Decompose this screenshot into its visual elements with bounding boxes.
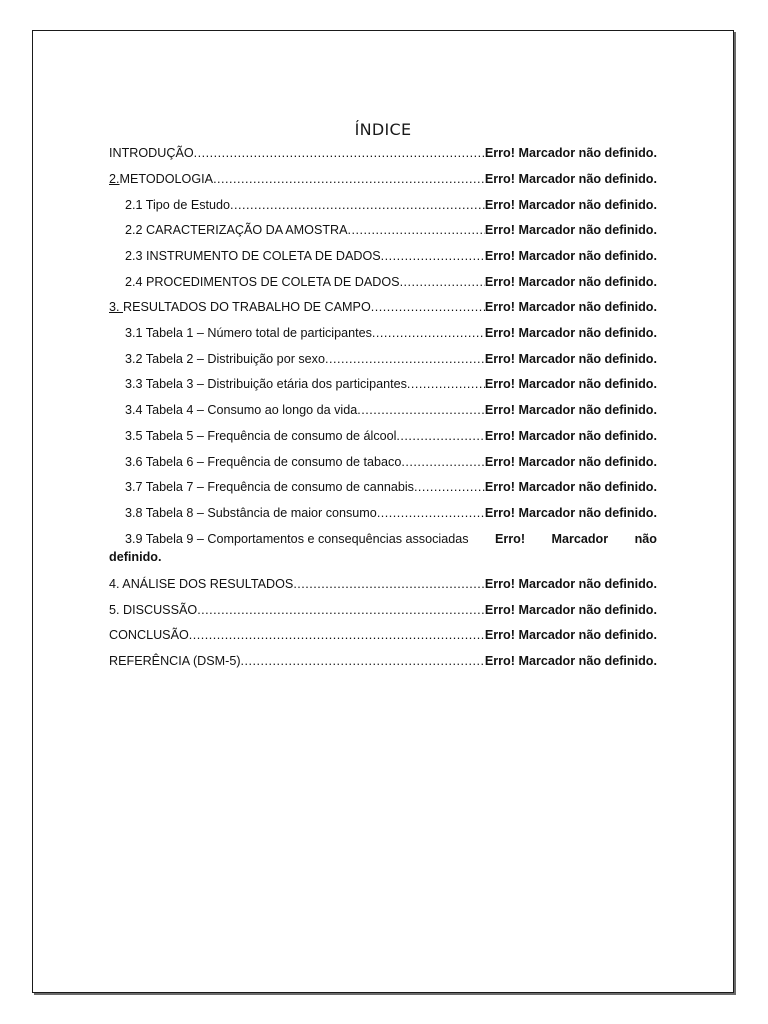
toc-dot-leader (400, 273, 485, 291)
toc-entry[interactable] (109, 652, 657, 670)
toc-dot-leader (377, 504, 485, 522)
toc-dot-leader (381, 247, 485, 265)
toc-entry[interactable] (109, 170, 657, 188)
toc-dot-leader (396, 427, 484, 445)
toc-dot-leader (357, 401, 485, 419)
toc-entry[interactable] (125, 350, 657, 368)
toc-dot-leader (194, 144, 485, 162)
toc-entry-text: REFERÊNCIA (DSM-5) (109, 654, 241, 668)
toc-dot-leader (197, 601, 485, 619)
toc-dot-leader (401, 453, 485, 471)
toc-entry-label (109, 298, 371, 316)
toc-entry-number: 2. (109, 172, 120, 186)
toc-dot-leader (189, 626, 485, 644)
toc-entry-text: 5. DISCUSSÃO (109, 603, 198, 617)
toc-entry-label (125, 324, 372, 342)
toc-error-word: não (634, 532, 657, 546)
toc-entry[interactable] (109, 298, 657, 316)
toc-entry-label (125, 427, 396, 445)
toc-error-text: Erro! Marcador não definido. (484, 429, 657, 443)
toc-entry-text: 4. ANÁLISE DOS RESULTADOS (109, 577, 294, 591)
toc-dot-leader (325, 350, 485, 368)
toc-entry-text: RESULTADOS DO TRABALHO DE CAMPO (123, 300, 371, 314)
toc-entry[interactable] (109, 144, 657, 162)
toc-error-text: Erro! Marcador não definido. (484, 275, 657, 289)
toc-entry-text: CONCLUSÃO (109, 628, 189, 642)
toc-entry[interactable] (125, 324, 657, 342)
toc-entry-label (109, 575, 293, 593)
toc-error-text: Erro! Marcador não definido. (484, 249, 657, 263)
toc-dot-leader (414, 478, 485, 496)
toc-error-text: Erro! Marcador não definido. (484, 506, 657, 520)
toc-error-text: Erro! Marcador não definido. (484, 455, 657, 469)
toc-error-text: Erro! Marcador não definido. (484, 326, 657, 340)
toc-entry-text: 3.7 Tabela 7 – Frequência de consumo de cannabis (125, 480, 414, 494)
toc-dot-leader (372, 324, 485, 342)
toc-entry-text: 2.1 Tipo de Estudo (125, 198, 231, 212)
toc-error-text: Erro! Marcador não definido. (484, 223, 657, 237)
toc-entry-label (109, 170, 213, 188)
toc-error-text: Erro! Marcador não definido. (484, 480, 657, 494)
toc-entry-label (125, 221, 348, 239)
toc-error-text: Erro! Marcador não definido. (484, 603, 657, 617)
toc-dot-leader (230, 196, 485, 214)
toc-entry-text: METODOLOGIA (119, 172, 214, 186)
toc-entry-text: 3.6 Tabela 6 – Frequência de consumo de tabaco (125, 455, 402, 469)
toc-error-text: Erro! Marcador não definido. (484, 172, 657, 186)
toc-entry[interactable] (125, 247, 657, 265)
toc-entry[interactable] (125, 478, 657, 496)
toc-dot-leader (213, 170, 485, 188)
toc-entry-label (125, 504, 377, 522)
toc-entry[interactable] (125, 401, 657, 419)
toc-dot-leader (241, 652, 485, 670)
toc-entry[interactable] (109, 626, 657, 644)
toc-entry-text: 3.3 Tabela 3 – Distribuição etária dos participantes (125, 377, 407, 391)
toc-entry-label (125, 247, 381, 265)
toc-entry-label (125, 350, 325, 368)
toc-entry-text: INTRODUÇÃO (109, 146, 194, 160)
toc-entry[interactable] (125, 196, 657, 214)
toc-error-text: Erro! Marcador não definido. (484, 654, 657, 668)
toc-error-word: Erro! (494, 532, 526, 546)
toc-error-continuation: definido. (109, 550, 162, 564)
toc-entry-label (109, 626, 189, 644)
toc-error-text: Erro! Marcador não definido. (484, 577, 657, 591)
toc-entry-text: 3.2 Tabela 2 – Distribuição por sexo (125, 352, 325, 366)
toc-entry-number: 3. (109, 300, 124, 314)
toc-entry-label (125, 478, 414, 496)
toc-entry-text: 3.5 Tabela 5 – Frequência de consumo de álcool (125, 429, 397, 443)
toc-entry-label (125, 196, 230, 214)
toc-error-text: Erro! Marcador não definido. (484, 403, 657, 417)
toc-entry-label (109, 144, 194, 162)
toc-entry[interactable] (125, 273, 657, 291)
toc-entry[interactable] (109, 575, 657, 593)
toc-entry[interactable] (125, 221, 657, 239)
page-title: ÍNDICE (354, 120, 412, 139)
toc-entry-text: 3.4 Tabela 4 – Consumo ao longo da vida (125, 403, 358, 417)
toc-entry-label (125, 273, 400, 291)
toc-error-text: Erro! Marcador não definido. (484, 146, 657, 160)
toc-entry-3-9 (109, 530, 657, 566)
toc-entry[interactable] (125, 504, 657, 522)
toc-error-text: Erro! Marcador não definido. (484, 377, 657, 391)
toc-entry[interactable] (125, 453, 657, 471)
toc-entry-label (125, 401, 357, 419)
toc-error-word: Marcador (551, 532, 609, 546)
toc-dot-leader (348, 221, 485, 239)
toc-entry-text: 2.4 PROCEDIMENTOS DE COLETA DE DADOS (125, 275, 400, 289)
toc-entry-label (109, 652, 241, 670)
toc-dot-leader (407, 375, 485, 393)
toc-error-text: Erro! Marcador não definido. (484, 352, 657, 366)
toc-error-text: Erro! Marcador não definido. (484, 198, 657, 212)
toc-entry[interactable] (125, 375, 657, 393)
toc-entry[interactable] (125, 427, 657, 445)
toc-entry[interactable] (109, 601, 657, 619)
toc-entry-label (125, 375, 407, 393)
toc-dot-leader (293, 575, 485, 593)
toc-entry-label (125, 453, 401, 471)
toc-error-text: Erro! Marcador não definido. (484, 300, 657, 314)
toc-entry-label (109, 601, 197, 619)
toc-entry-text: 3.1 Tabela 1 – Número total de participantes (125, 326, 372, 340)
toc-entry-text: 3.8 Tabela 8 – Substância de maior consumo (125, 506, 377, 520)
toc-dot-leader (371, 298, 485, 316)
toc-entry-label: 3.9 Tabela 9 – Comportamentos e consequências associadas (125, 532, 469, 546)
toc-error-text: Erro! Marcador não definido. (484, 628, 657, 642)
toc-entry-text: 2.2 CARACTERIZAÇÃO DA AMOSTRA (125, 223, 348, 237)
toc-entry-text: 2.3 INSTRUMENTO DE COLETA DE DADOS (125, 249, 381, 263)
